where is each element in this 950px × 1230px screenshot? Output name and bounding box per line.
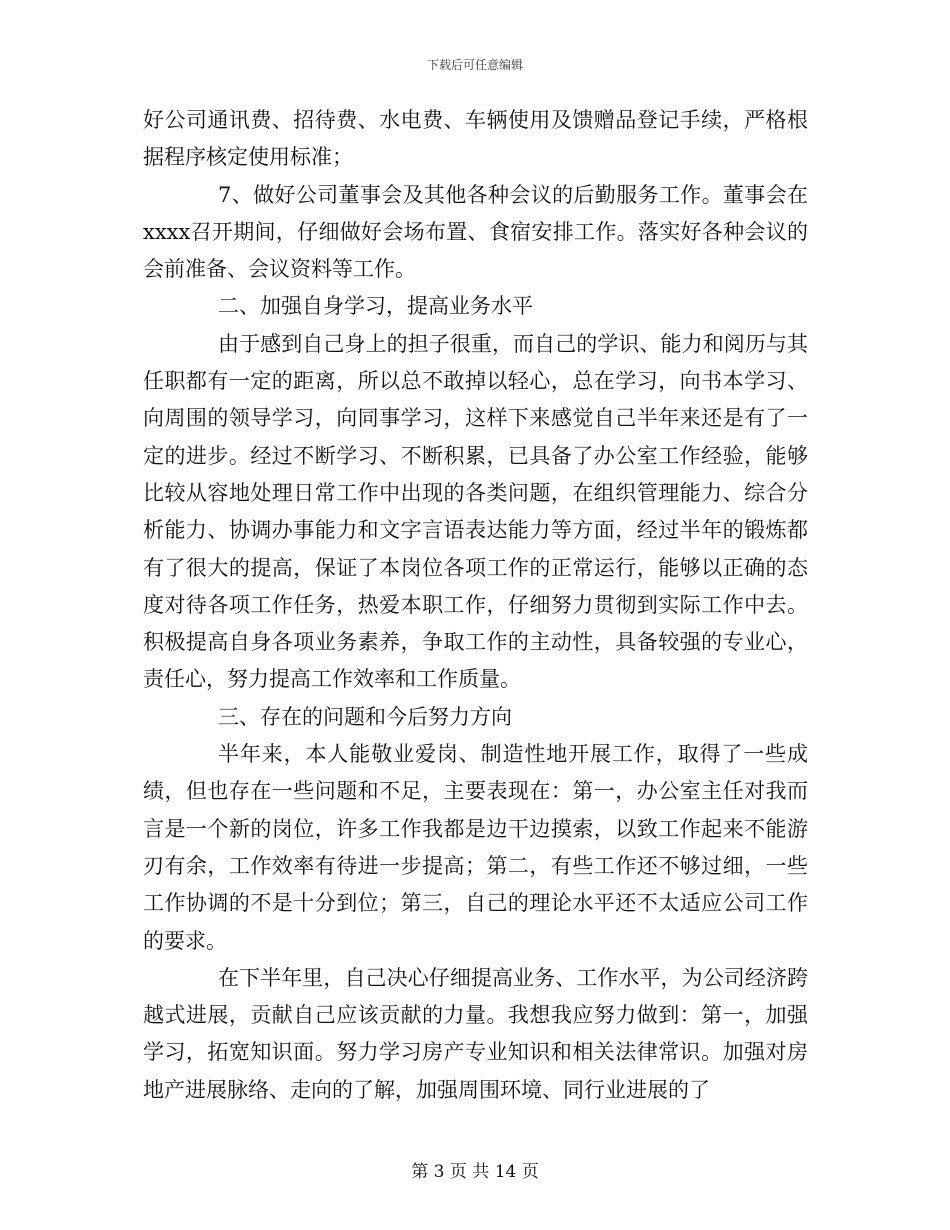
paragraph-problems: 半年来，本人能敬业爱岗、制造性地开展工作，取得了一些成绩，但也存在一些问题和不足，主要表现在：第一，办公室主任对我而言是一个新的岗位，许多工作我都是边干边摸索，以致工作起来不能游刃有余，工作效率有待进一步提高；第二，有些工作还不够过细，一些工作协调的不是十分到位；第三，自己的理论水平还不太适应公司工作的要求。 — [143, 742, 808, 953]
section-heading-2: 二、加强自身学习，提高业务水平 — [218, 294, 533, 319]
paragraph-plans: 在下半年里，自己决心仔细提高业务、工作水平，为公司经济跨越式进展，贡献自己应该贡献的力量。我想我应努力做到：第一，加强学习，拓宽知识面。努力学习房产专业知识和相关法律常识。加强对房地产进展脉络、走向的了解，加强周围环境、同行业进展的了 — [143, 965, 808, 1102]
section-heading-3: 三、存在的问题和今后努力方向 — [218, 704, 512, 729]
page-header: 下载后可任意编辑 — [426, 58, 523, 72]
document-body — [143, 102, 808, 1109]
paragraph-item-7: 7、做好公司董事会及其他各种会议的后勤服务工作。董事会在xxxx召开期间，仔细做好会场布置、食宿安排工作。落实好各种会议的会前准备、会议资料等工作。 — [143, 182, 808, 282]
page-footer: 第 3 页 共 14 页 — [411, 1162, 539, 1182]
paragraph-study: 由于感到自己身上的担子很重，而自己的学识、能力和阅历与其任职都有一定的距离，所以总不敢掉以轻心，总在学习，向书本学习、向周围的领导学习，向同事学习，这样下来感觉自己半年来还是有了一定的进步。经过不断学习、不断积累，已具备了办公室工作经验，能够比较从容地处理日常工作中出现的各类问题，在组织管理能力、综合分析能力、协调办事能力和文字言语表达能力等方面，经过半年的锻炼都有了很大的提高，保证了本岗位各项工作的正常运行，能够以正确的态度对待各项工作任务，热爱本职工作，仔细努力贯彻到实际工作中去。积极提高自身各项业务素养，争取工作的主动性，具备较强的专业心，责任心，努力提高工作效率和工作质量。 — [143, 331, 808, 692]
paragraph-continuation: 好公司通讯费、招待费、水电费、车辆使用及馈赠品登记手续，严格根据程序核定使用标准； — [143, 108, 808, 170]
